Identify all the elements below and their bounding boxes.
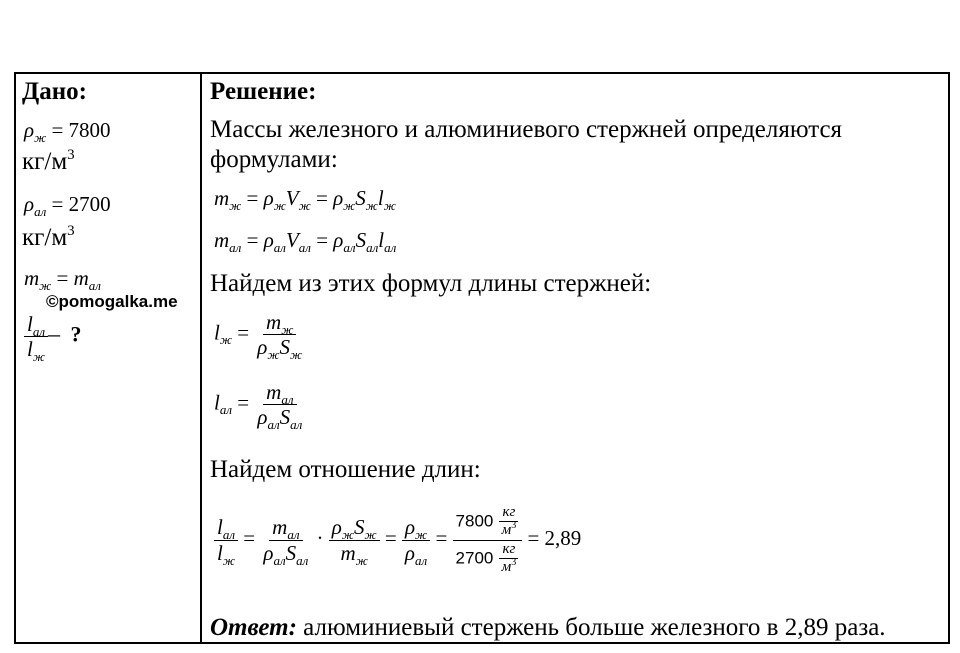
formula-mass-al: $m_{ал} = \rho_{ал}V_{ал} = \rho_{ал}S_{ал}l_{ал}$ [214,228,397,255]
column-divider [200,74,202,642]
intro-line-1: Массы железного и алюминиевого стержней определяются [210,116,843,143]
formula-mass-fe: $m_ж = \rho_жV_ж = \rho_жS_жl_ж$ [214,186,396,213]
formula-length-fe: $l_ж$ = $\frac{m_ж}{\rho_жS_ж}$ [214,310,303,363]
find-ratio-text: Найдем отношение длин: [210,456,481,483]
answer-label: Ответ: [210,614,297,641]
given-rho-fe: $\rho_ж = 7800$ [24,118,111,145]
solution-table [14,72,950,644]
watermark: ©pomogalka.me [46,292,178,311]
given-unit-1: $кг/м^3$ [22,147,75,175]
answer-text: алюминиевый стержень больше железного в 2,89 раза. [296,614,886,641]
given-rho-al: $\rho_{ал} = 2700$ [24,192,111,219]
intro-line-2: формулами: [210,146,338,173]
find-lengths-text: Найдем из этих формул длины стержней: [210,270,652,297]
given-heading: Дано: [22,78,87,105]
answer-line [210,614,886,642]
given-mass-condition: $m_ж = m_{ал}$ [24,266,101,293]
given-find: $\frac{l_{ал}}{l_ж}$ – ? [24,312,82,361]
solution-heading: Решение: [210,78,317,105]
formula-length-al: $l_{ал}$ = $\frac{m_{ал}}{\rho_{ал}S_{ал}}$ [214,380,303,433]
formula-ratio: $\frac{l_{ал}}{l_ж}$ = $\frac{m_{ал}}{\rho_{ал}S_{ал}}$ · $\frac{\rho_жS_ж}{m_ж}$ = $\frac{\rho_ж}{\rho_{ал}}$ = 7800 $\frac{кг}{м^3}$ 2700 $\frac{кг}{м^3}$ = 2,89 [214,504,581,576]
given-unit-2: $кг/м^3$ [22,223,75,251]
